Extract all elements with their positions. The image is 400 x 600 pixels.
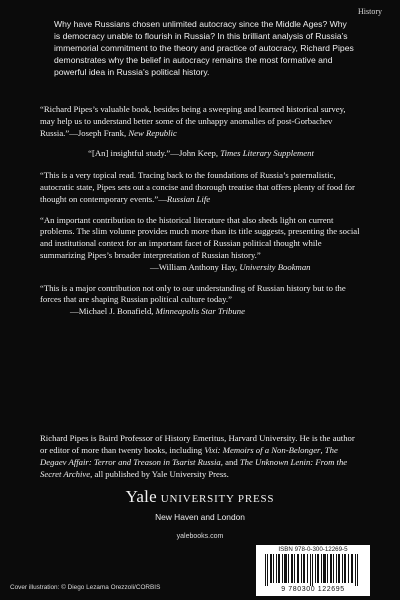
review-quote: [40, 170, 362, 205]
publisher-name-first: Yale: [125, 487, 157, 506]
quote-text: “[An] insightful study.”: [88, 148, 171, 159]
cover-credit: Cover illustration: © Diego Lezama Orezzoli/CORBIS: [10, 584, 161, 591]
bio-separator: , and: [220, 457, 240, 467]
publisher-name: [0, 487, 400, 507]
description-blurb: Why have Russians chosen unlimited autocracy since the Middle Ages? Why is democracy unable to flourish in Russia? In this brilliant analysis of Russia’s immemorial commitment to the theory and practice of autocracy, Richard Pipes demonstrates why the belief in autocracy remains the most formative and powerful idea in Russia’s political history.: [54, 19, 354, 77]
category-label: History: [358, 7, 382, 16]
quote-source: Minneapolis Star Tribune: [155, 306, 245, 317]
review-quote: [40, 283, 362, 318]
bio-intro: Richard Pipes is Baird Professor of History Emeritus, Harvard University. He is the author or editor of more than twenty books, including: [40, 433, 355, 455]
isbn-barcode: [256, 545, 370, 596]
isbn-label: ISBN 978-0-300-12269-5: [278, 546, 348, 553]
review-quote: [40, 104, 362, 139]
bio-book-title: The Degaev Affair: Terror and Treason in Tsarist Russia: [40, 445, 338, 467]
barcode-icon: [263, 554, 363, 586]
review-quote: [40, 148, 362, 160]
review-quotes: [40, 104, 362, 327]
quote-author: —William Anthony Hay,: [150, 261, 240, 272]
quote-source: Times Literary Supplement: [220, 148, 314, 159]
quote-author: —John Keep,: [170, 148, 221, 159]
quote-text: “This is a major contribution not only to our understanding of Russian history but to the forces that are shaping Russian political culture today.”: [40, 282, 346, 305]
quote-source: University Bookman: [239, 261, 311, 272]
bio-book-title: Vixi: Memoirs of a Non-Belonger: [204, 445, 321, 455]
quote-author: —Joseph Frank,: [69, 127, 129, 138]
bio-separator: ,: [320, 445, 325, 455]
quote-author: —: [158, 193, 167, 204]
bio-outro: , all published by Yale University Press.: [90, 469, 229, 479]
publisher-name-rest: UNIVERSITY PRESS: [160, 493, 275, 505]
quote-author: —Michael J. Bonafield,: [70, 306, 156, 317]
bio-book-title: The Unknown Lenin: From the Secret Archive: [40, 457, 348, 479]
author-bio: [40, 432, 362, 480]
quote-source: Russian Life: [166, 193, 211, 204]
barcode-digits: 9 780300 122695: [281, 586, 345, 593]
quote-text: “This is a very topical read. Tracing back to the foundations of Russia’s paternalistic, autocratic state, Pipes sets out a concise and thorough treatise that offers plenty of food for thought on contemporary events.”: [40, 170, 355, 204]
quote-text: “An important contribution to the historical literature that also sheds light on current problems. The slim volume provides much more than its title suggests, presenting the social and institutional context for an important facet of Russian political thought while summarizing Pipes’s broader interpretation of Russian history.”: [40, 214, 360, 260]
review-quote: [40, 215, 362, 274]
publisher-city: New Haven and London: [155, 512, 245, 522]
publisher-website: yalebooks.com: [176, 533, 224, 540]
quote-source: New Republic: [128, 127, 177, 138]
quote-text: “Richard Pipes’s valuable book, besides being a sweeping and learned historical survey, may help us to understand better some of the unhappy anomalies of post-Gorbachev Russia.”: [40, 104, 346, 138]
